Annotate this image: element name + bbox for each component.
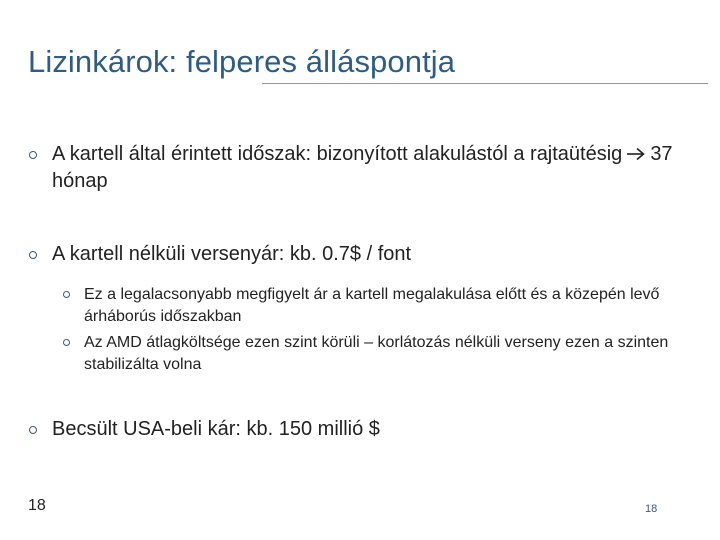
sub-bullet-amd-cost-text: Az AMD átlagköltsége ezen szint körüli – korlátozás nélküli verseny ezen a szinten stabilizálta volna (84, 334, 669, 373)
bullet-list (24, 141, 694, 443)
right-arrow-icon (626, 141, 646, 168)
sub-bullet-dot-icon (63, 339, 70, 346)
bullet-period-text: A kartell által érintett időszak: bizonyított alakulástól a rajtaütésig (52, 143, 623, 165)
title-underline (262, 83, 708, 84)
sub-bullet-lowest-price (24, 284, 694, 328)
bullet-period (24, 141, 694, 195)
bullet-dot-icon (29, 426, 37, 434)
bullet-period-duration: 37 hónap (52, 143, 673, 192)
bullet-dot-icon (29, 251, 37, 259)
sub-bullet-dot-icon (63, 291, 70, 298)
bullet-us-damage (24, 416, 694, 443)
sub-bullet-amd-cost (24, 332, 694, 376)
bullet-competitive-price (24, 241, 694, 268)
bullet-us-damage-text: Becsült USA-beli kár: kb. 150 millió $ (52, 418, 380, 440)
bullet-dot-icon (29, 151, 37, 159)
sub-bullet-lowest-price-text: Ez a legalacsonyabb megfigyelt ár a kartell megalakulása előtt és a közepén levő árháborús időszakban (84, 286, 660, 325)
page-number-left: 18 (28, 497, 46, 514)
page-number-right: 18 (645, 503, 658, 515)
bullet-competitive-price-text: A kartell nélküli versenyár: kb. 0.7$ / font (52, 243, 412, 265)
slide-title: Lizinkárok: felperes álláspontja (28, 44, 456, 79)
